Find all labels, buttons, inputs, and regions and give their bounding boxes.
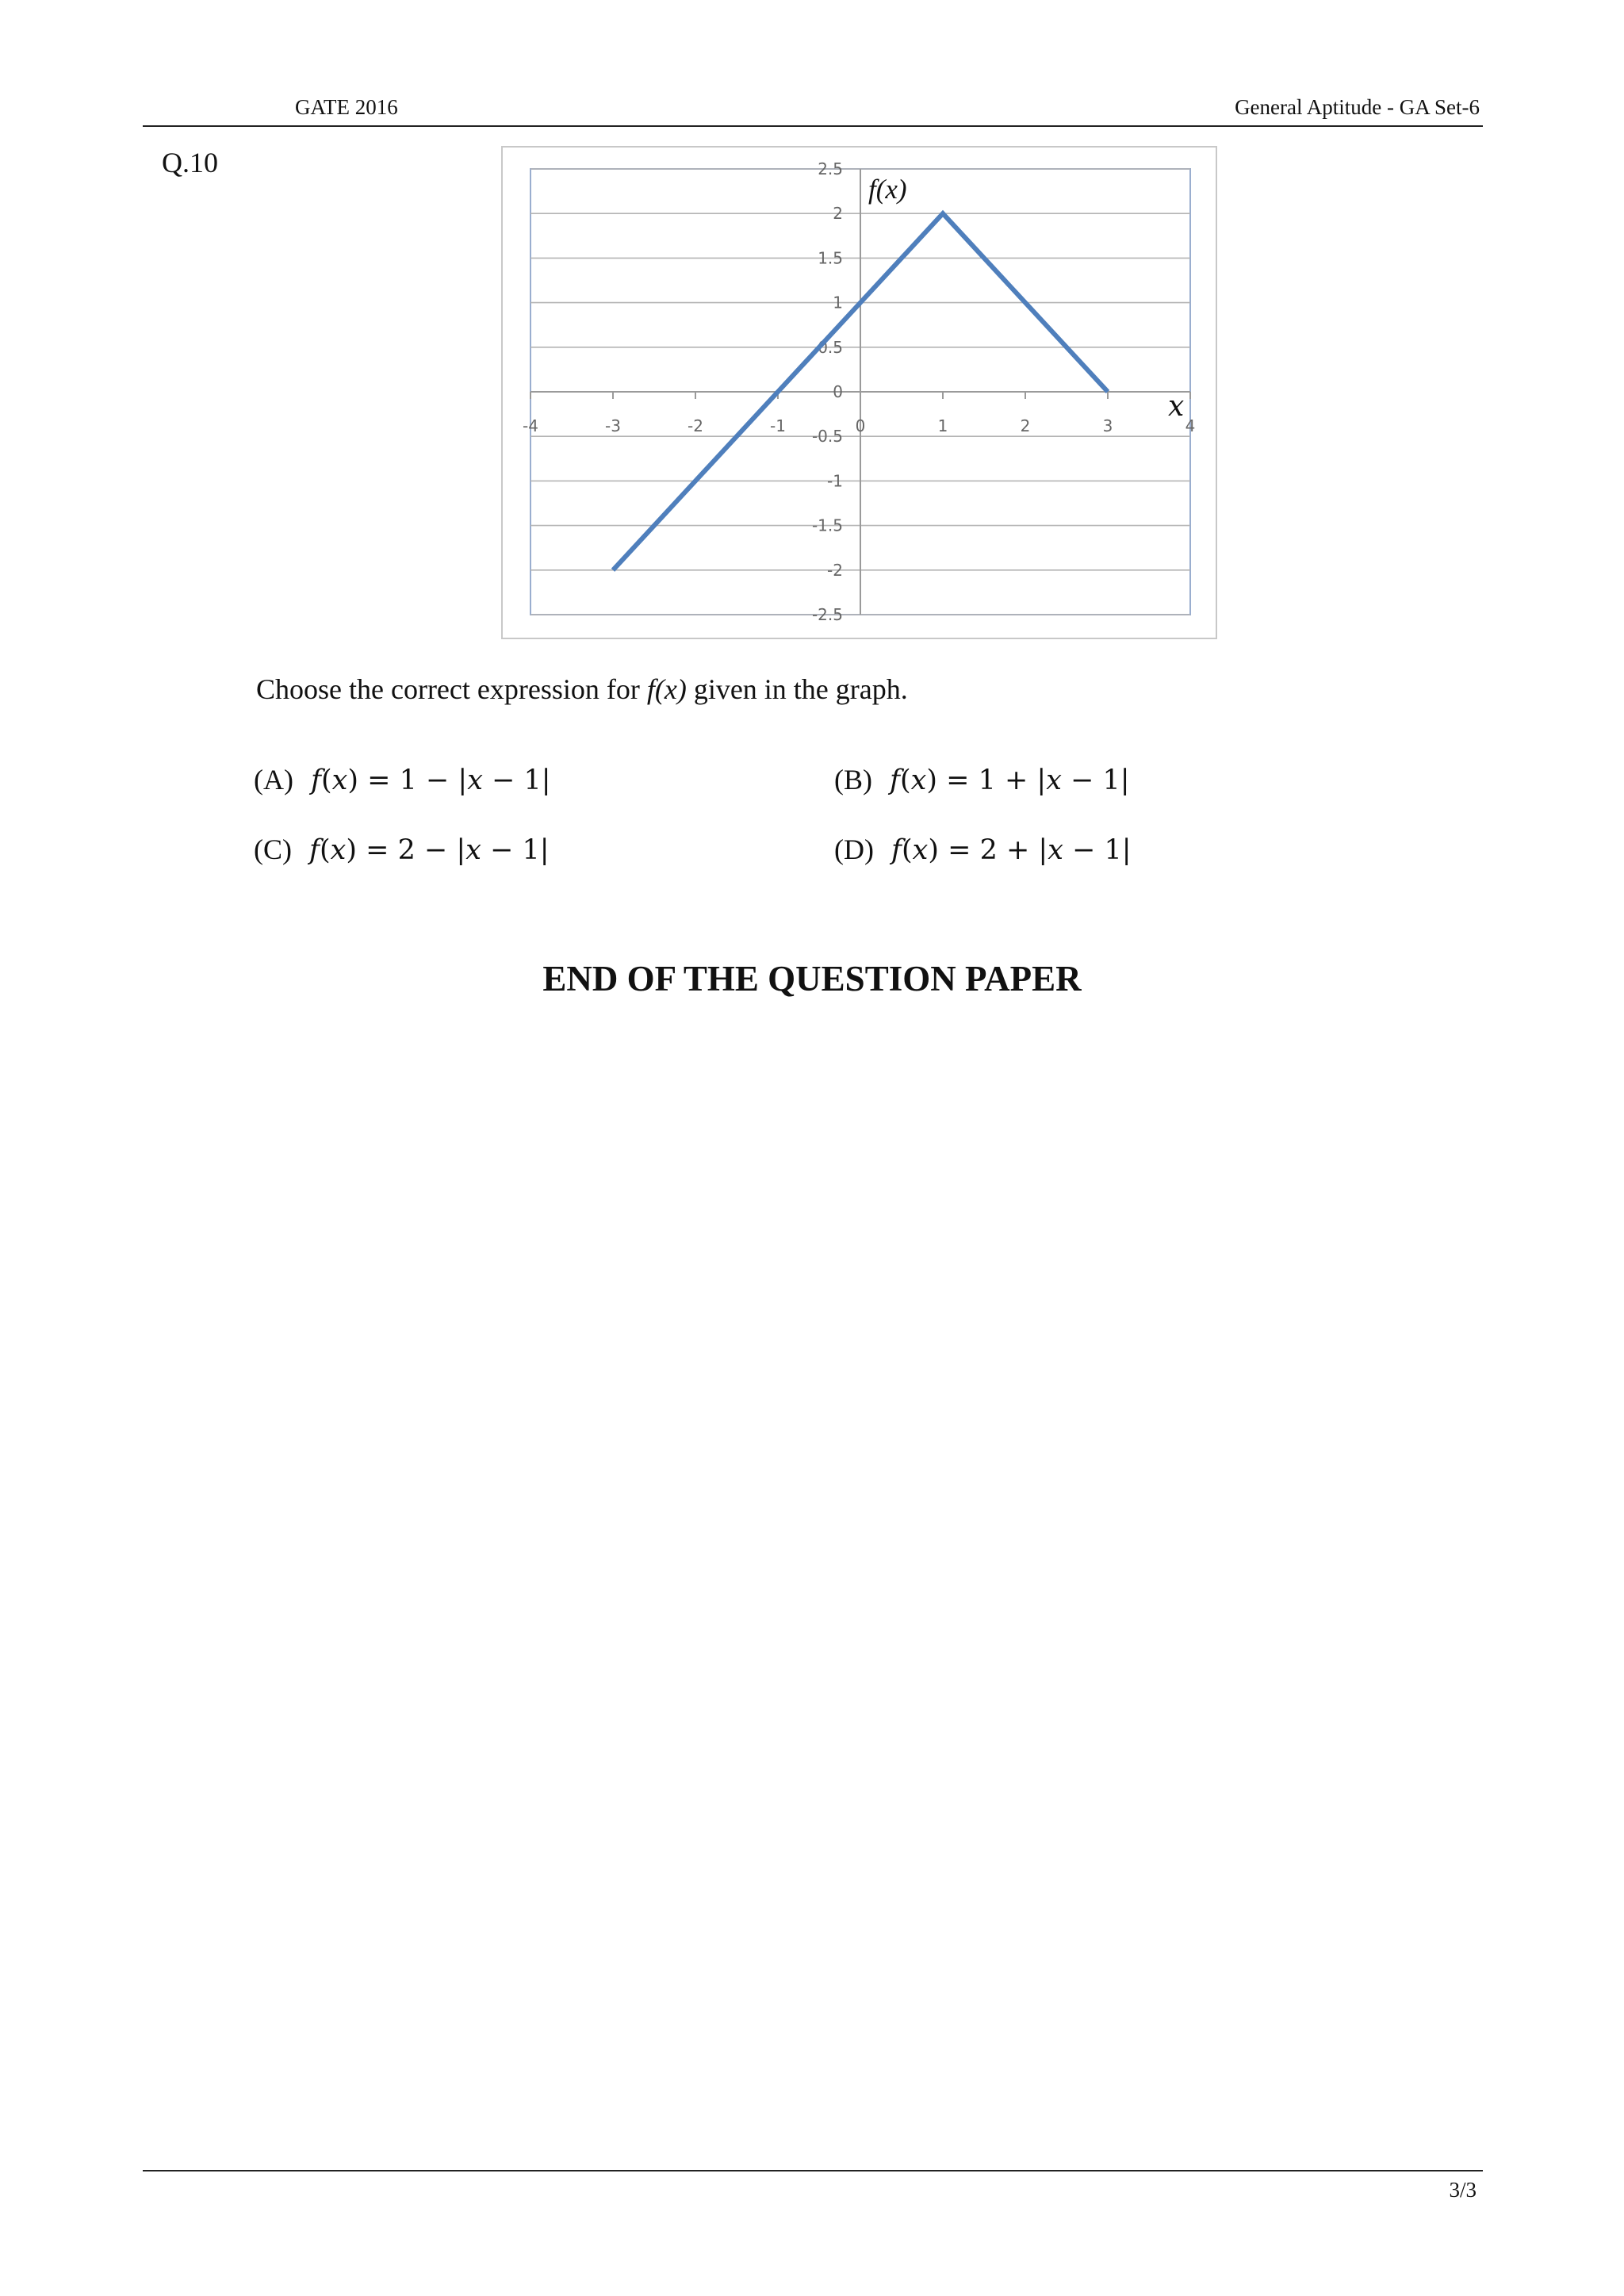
option-c-letter: (C) [254,834,292,865]
option-b-expression: 𝑓(𝑥) = 1 + |𝑥 − 1| [890,765,1130,796]
graph-svg [501,146,1217,639]
x-tick-label: 2 [1020,416,1031,435]
question-number: Q.10 [162,147,218,178]
question-text-start: Choose the correct expression for [256,673,647,705]
function-graph [501,146,1217,639]
option-b[interactable] [834,763,1130,796]
y-tick-label: -1.5 [811,516,843,535]
option-d[interactable] [834,833,1132,866]
option-d-expression: 𝑓(𝑥) = 2 + |𝑥 − 1| [891,834,1132,866]
y-tick-label: 1.5 [818,248,843,268]
option-b-letter: (B) [834,764,872,795]
x-tick-label: -1 [770,416,786,435]
y-tick-label: -1 [827,471,843,491]
y-tick-label: -2 [827,560,843,580]
y-tick-label: -0.5 [811,427,843,447]
option-a[interactable] [254,763,551,796]
y-tick-label: 2 [833,204,843,224]
option-a-expression: 𝑓(𝑥) = 1 − |𝑥 − 1| [310,765,551,796]
y-tick-label: 0.5 [818,337,843,357]
y-tick-label: 0 [833,382,843,401]
page-number: 3/3 [1449,2178,1477,2202]
x-tick-label: -3 [605,416,621,435]
option-d-letter: (D) [834,834,874,865]
x-tick-label: 3 [1102,416,1113,435]
end-of-paper-heading: END OF THE QUESTION PAPER [542,959,1082,999]
footer-rule [143,2170,1483,2171]
x-tick-label: -2 [688,416,703,435]
x-tick-label: 1 [937,416,948,435]
y-axis-label: f(x) [868,174,907,205]
header-exam-name: GATE 2016 [295,95,398,119]
option-c-expression: 𝑓(𝑥) = 2 − |𝑥 − 1| [309,834,550,866]
y-tick-label: 2.5 [818,159,843,178]
x-tick-label: -4 [523,416,538,435]
question-text-function: f(x) [646,673,687,705]
y-tick-label: 1 [833,293,843,312]
option-a-letter: (A) [254,764,293,795]
option-c[interactable] [254,833,550,866]
x-axis-label: x [1168,390,1185,423]
x-tick-label: 4 [1185,416,1196,435]
header-rule [143,125,1483,127]
question-text-end: given in the graph. [686,673,908,705]
x-tick-label: 0 [855,416,866,435]
header-section-name: General Aptitude - GA Set-6 [1235,95,1480,119]
y-tick-label: -2.5 [811,605,843,624]
question-text [256,673,908,706]
